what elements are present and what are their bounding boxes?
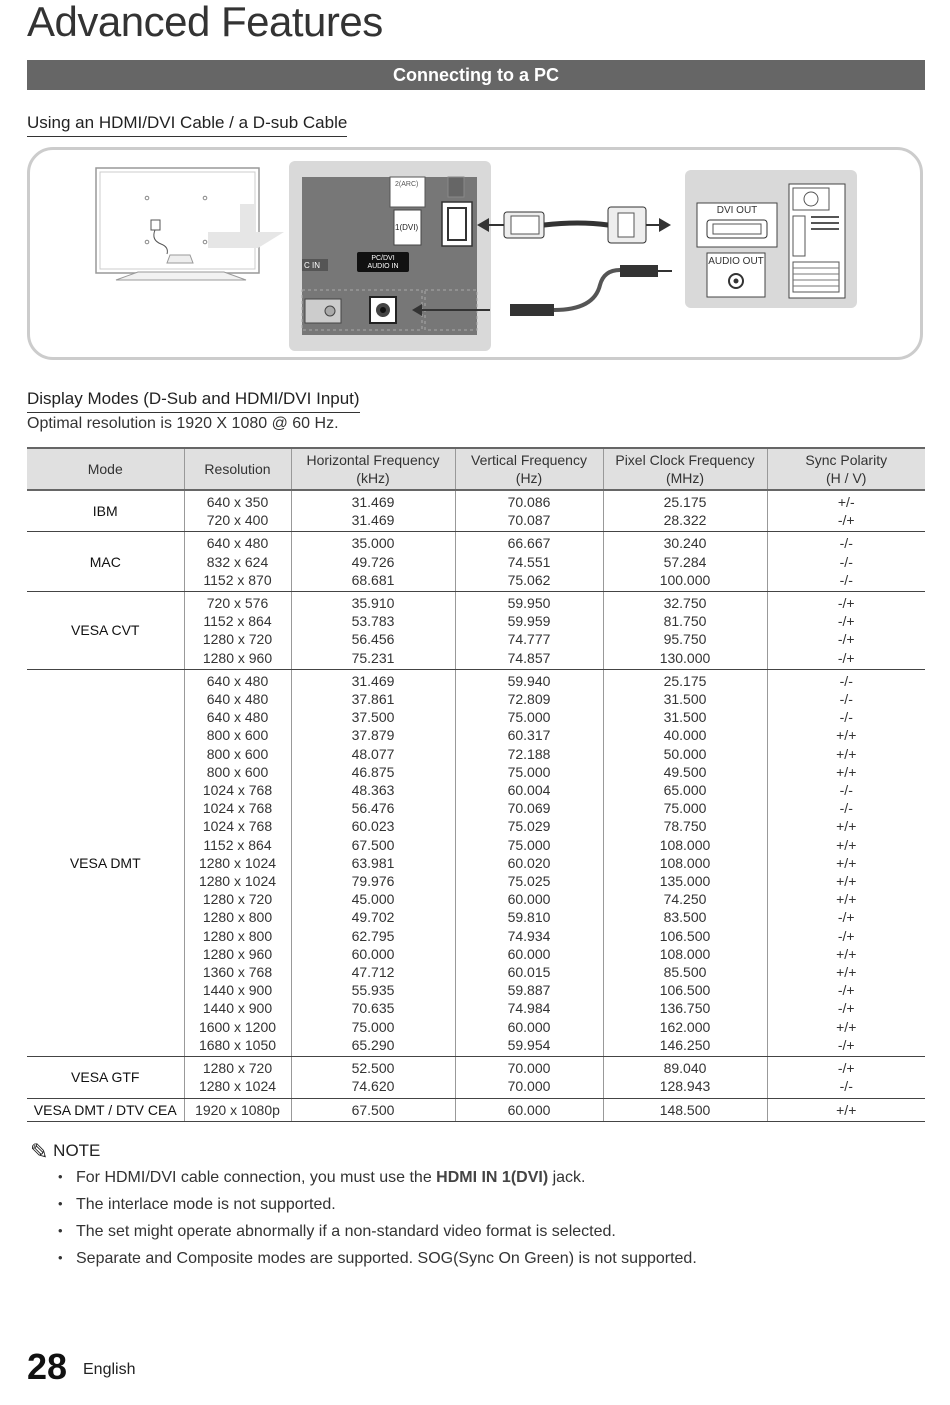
- value-cell: [767, 592, 925, 670]
- value-line: 1280 x 1024: [198, 1078, 277, 1095]
- note-text: Separate and Composite modes are supported. SOG(Sync On Green) is not supported.: [76, 1250, 697, 1267]
- table-row: [27, 532, 925, 592]
- value-line: 106.500: [659, 927, 711, 944]
- value-line: 30.240: [663, 535, 707, 552]
- value-line: 56.476: [351, 800, 395, 817]
- value-line: 640 x 480: [206, 709, 269, 726]
- value-line: 70.000: [507, 1078, 551, 1095]
- page-number: 28: [27, 1346, 68, 1387]
- value-line: 74.250: [663, 891, 707, 908]
- connection-diagram: [27, 147, 923, 360]
- column-header-text: Horizontal Frequency: [306, 452, 440, 468]
- value-line: 1280 x 800: [202, 909, 273, 926]
- value-line: 59.959: [507, 613, 551, 630]
- value-line: 25.175: [663, 672, 707, 689]
- note-item: [58, 1220, 697, 1247]
- value-line: 37.500: [351, 709, 395, 726]
- value-line: 800 x 600: [206, 763, 269, 780]
- value-line: 1440 x 900: [202, 982, 273, 999]
- value-cell: [603, 669, 767, 1056]
- optimal-resolution-text: Optimal resolution is 1920 X 1080 @ 60 Hz.: [27, 415, 339, 432]
- value-line: 1920 x 1080p: [195, 1101, 280, 1118]
- table-row: [27, 1057, 925, 1098]
- value-line: 59.810: [507, 909, 551, 926]
- value-line: 1024 x 768: [202, 818, 273, 835]
- pencil-icon: ✎: [30, 1139, 49, 1164]
- tv-panel-illustration: [289, 161, 491, 351]
- value-cell: [184, 1057, 291, 1098]
- value-line: -/-: [839, 709, 853, 726]
- value-cell: [455, 1098, 603, 1121]
- value-line: 62.795: [351, 927, 395, 944]
- value-line: +/+: [836, 1018, 857, 1035]
- tv-back-illustration: [96, 168, 284, 280]
- cable-heading: Using an HDMI/DVI Cable / a D-sub Cable: [27, 113, 347, 137]
- value-line: 78.750: [663, 818, 707, 835]
- column-header-text: (MHz): [665, 470, 705, 486]
- column-header-text: Mode: [87, 461, 123, 477]
- value-line: 60.020: [507, 854, 551, 871]
- value-line: +/+: [836, 945, 857, 962]
- value-line: 72.188: [507, 745, 551, 762]
- value-cell: [455, 1057, 603, 1098]
- value-line: 128.943: [659, 1078, 711, 1095]
- value-line: +/+: [836, 964, 857, 981]
- value-cell: [291, 669, 455, 1056]
- value-line: 25.175: [663, 494, 707, 510]
- value-line: 1280 x 720: [202, 1060, 273, 1077]
- value-line: 130.000: [659, 649, 711, 666]
- value-line: 48.077: [351, 745, 395, 762]
- value-line: -/+: [837, 927, 855, 944]
- value-line: 66.667: [507, 535, 551, 552]
- note-item: [58, 1247, 697, 1274]
- value-line: 1680 x 1050: [198, 1036, 277, 1053]
- value-line: 68.681: [351, 571, 395, 588]
- value-cell: [603, 592, 767, 670]
- value-line: 75.000: [663, 800, 707, 817]
- value-line: -/+: [837, 512, 855, 529]
- value-line: 640 x 480: [206, 672, 269, 689]
- value-line: 31.469: [351, 672, 395, 689]
- column-header-text: Sync Polarity: [805, 452, 888, 468]
- value-line: 1280 x 960: [202, 649, 273, 666]
- value-line: -/+: [837, 909, 855, 926]
- note-emphasis: HDMI IN 1(DVI): [436, 1169, 549, 1186]
- table-body: [27, 490, 925, 1121]
- value-cell: [603, 1098, 767, 1121]
- value-line: 75.000: [507, 709, 551, 726]
- value-line: 53.783: [351, 613, 395, 630]
- value-line: 49.702: [351, 909, 395, 926]
- value-cell: [455, 592, 603, 670]
- value-line: 35.000: [351, 535, 395, 552]
- value-cell: [455, 532, 603, 592]
- value-line: 52.500: [351, 1060, 395, 1077]
- value-line: 1024 x 768: [202, 800, 273, 817]
- value-line: 108.000: [659, 854, 711, 871]
- value-line: -/-: [839, 1078, 853, 1095]
- value-line: 35.910: [351, 595, 395, 612]
- value-line: -/-: [839, 800, 853, 817]
- value-line: -/-: [839, 691, 853, 708]
- value-line: 135.000: [659, 873, 711, 890]
- mode-cell: IBM: [27, 490, 184, 532]
- value-line: 75.231: [351, 649, 395, 666]
- value-line: +/+: [836, 873, 857, 890]
- value-line: 640 x 350: [206, 494, 269, 510]
- value-line: 59.950: [507, 595, 551, 612]
- value-cell: [455, 490, 603, 532]
- value-line: 32.750: [663, 595, 707, 612]
- mode-cell: VESA DMT / DTV CEA: [27, 1098, 184, 1121]
- value-line: 74.777: [507, 631, 551, 648]
- value-line: 74.620: [351, 1078, 395, 1095]
- value-line: 47.712: [351, 964, 395, 981]
- value-line: 148.500: [659, 1101, 711, 1118]
- value-line: 49.500: [663, 763, 707, 780]
- note-heading: [30, 1139, 100, 1165]
- value-line: 31.469: [351, 494, 395, 510]
- dvi-port-label: 1(DVI): [395, 223, 419, 232]
- value-line: 67.500: [351, 1101, 395, 1118]
- value-line: -/+: [837, 1036, 855, 1053]
- value-cell: [767, 1098, 925, 1121]
- value-line: 65.290: [351, 1036, 395, 1053]
- arc-label: 2(ARC): [395, 181, 419, 188]
- value-line: 60.000: [507, 1101, 551, 1118]
- display-modes-heading: Display Modes (D-Sub and HDMI/DVI Input): [27, 389, 360, 413]
- mode-cell: VESA DMT: [27, 669, 184, 1056]
- value-line: 108.000: [659, 836, 711, 853]
- value-line: 31.500: [663, 709, 707, 726]
- value-line: 720 x 576: [206, 595, 269, 612]
- column-header: [291, 448, 455, 490]
- value-line: 1280 x 1024: [198, 873, 277, 890]
- value-line: 74.857: [507, 649, 551, 666]
- value-cell: [184, 669, 291, 1056]
- value-line: -/-: [839, 535, 853, 552]
- value-line: -/+: [837, 982, 855, 999]
- value-line: -/-: [839, 672, 853, 689]
- note-text: The interlace mode is not supported.: [76, 1196, 336, 1213]
- value-line: -/+: [837, 1060, 855, 1077]
- value-line: 832 x 624: [206, 553, 269, 570]
- value-line: 56.456: [351, 631, 395, 648]
- value-line: 1600 x 1200: [198, 1018, 277, 1035]
- value-line: 70.635: [351, 1000, 395, 1017]
- table-header-row: [27, 448, 925, 490]
- value-line: 1280 x 960: [202, 945, 273, 962]
- value-line: 74.934: [507, 927, 551, 944]
- audio-out-label: AUDIO OUT: [708, 256, 764, 267]
- value-line: +/+: [836, 1101, 857, 1118]
- value-line: 28.322: [663, 512, 707, 529]
- value-line: 70.087: [507, 512, 551, 529]
- value-cell: [184, 532, 291, 592]
- value-line: +/+: [836, 891, 857, 908]
- value-line: 100.000: [659, 571, 711, 588]
- value-line: 1152 x 864: [203, 613, 272, 630]
- value-line: 1152 x 870: [203, 571, 272, 588]
- value-line: +/+: [836, 745, 857, 762]
- column-header: [767, 448, 925, 490]
- c-in-label: C IN: [304, 261, 320, 270]
- value-line: 74.551: [507, 553, 551, 570]
- value-line: 60.317: [507, 727, 551, 744]
- value-line: 146.250: [659, 1036, 711, 1053]
- value-line: 75.000: [507, 836, 551, 853]
- column-header-text: (kHz): [356, 470, 390, 486]
- table-row: [27, 490, 925, 532]
- value-line: 108.000: [659, 945, 711, 962]
- column-header-text: (H / V): [826, 470, 867, 486]
- value-cell: [603, 532, 767, 592]
- note-item: [58, 1166, 697, 1193]
- value-cell: [603, 490, 767, 532]
- value-line: +/+: [836, 836, 857, 853]
- value-line: 75.000: [507, 763, 551, 780]
- value-line: 75.029: [507, 818, 551, 835]
- value-line: 75.000: [351, 1018, 395, 1035]
- value-line: 106.500: [659, 982, 711, 999]
- value-line: 70.069: [507, 800, 551, 817]
- value-line: 1280 x 720: [202, 631, 273, 648]
- value-line: 74.984: [507, 1000, 551, 1017]
- value-cell: [291, 592, 455, 670]
- value-line: 60.000: [507, 1018, 551, 1035]
- value-line: -/-: [839, 553, 853, 570]
- table-row: [27, 592, 925, 670]
- value-line: -/-: [839, 782, 853, 799]
- value-line: 45.000: [351, 891, 395, 908]
- note-list: [58, 1166, 697, 1274]
- value-line: 89.040: [663, 1060, 707, 1077]
- value-line: 63.981: [351, 854, 395, 871]
- value-line: 40.000: [663, 727, 707, 744]
- column-header: [603, 448, 767, 490]
- value-line: 37.861: [351, 691, 395, 708]
- value-line: 59.887: [507, 982, 551, 999]
- mode-cell: MAC: [27, 532, 184, 592]
- value-line: 46.875: [351, 763, 395, 780]
- value-line: 79.976: [351, 873, 395, 890]
- value-line: +/+: [836, 818, 857, 835]
- column-header-text: Resolution: [204, 461, 271, 477]
- value-line: 37.879: [351, 727, 395, 744]
- note-title: NOTE: [53, 1141, 101, 1160]
- value-line: 59.954: [507, 1036, 551, 1053]
- pc-illustration: [685, 170, 857, 308]
- value-cell: [291, 1098, 455, 1121]
- value-line: -/-: [839, 571, 853, 588]
- value-cell: [767, 669, 925, 1056]
- value-line: -/+: [837, 649, 855, 666]
- value-line: 57.284: [663, 553, 707, 570]
- value-line: 162.000: [659, 1018, 711, 1035]
- value-line: 50.000: [663, 745, 707, 762]
- column-header: [455, 448, 603, 490]
- value-line: +/-: [837, 494, 855, 510]
- value-line: 1280 x 800: [202, 927, 273, 944]
- value-cell: [767, 532, 925, 592]
- value-line: +/+: [836, 763, 857, 780]
- value-line: 85.500: [663, 964, 707, 981]
- value-line: 81.750: [663, 613, 707, 630]
- value-line: 60.000: [507, 945, 551, 962]
- value-line: 1280 x 1024: [198, 854, 277, 871]
- section-title: Connecting to a PC: [27, 60, 925, 90]
- note-text: For HDMI/DVI cable connection, you must use the: [76, 1169, 437, 1186]
- connection-illustration: [30, 150, 920, 357]
- value-line: 800 x 600: [206, 727, 269, 744]
- mode-cell: VESA GTF: [27, 1057, 184, 1098]
- pc-audio-label-2: AUDIO IN: [367, 263, 399, 270]
- value-line: +/+: [836, 727, 857, 744]
- value-line: 60.015: [507, 964, 551, 981]
- column-header-text: (Hz): [515, 470, 543, 486]
- note-text-end: jack.: [548, 1169, 586, 1186]
- value-line: 1360 x 768: [202, 964, 273, 981]
- column-header: [27, 448, 184, 490]
- value-line: 640 x 480: [206, 535, 269, 552]
- display-modes-table: [27, 447, 925, 1122]
- value-cell: [767, 490, 925, 532]
- value-line: 720 x 400: [206, 512, 269, 529]
- value-line: 48.363: [351, 782, 395, 799]
- value-line: 60.004: [507, 782, 551, 799]
- value-line: 60.023: [351, 818, 395, 835]
- value-line: 75.025: [507, 873, 551, 890]
- column-header-text: Vertical Frequency: [471, 452, 587, 468]
- value-line: 72.809: [507, 691, 551, 708]
- value-line: 1280 x 720: [202, 891, 273, 908]
- value-line: 70.000: [507, 1060, 551, 1077]
- value-line: 1152 x 864: [203, 836, 272, 853]
- value-line: -/+: [837, 631, 855, 648]
- value-line: -/+: [837, 613, 855, 630]
- dvi-out-label: DVI OUT: [716, 205, 758, 216]
- value-line: 136.750: [659, 1000, 711, 1017]
- value-line: 1024 x 768: [202, 782, 273, 799]
- value-line: 75.062: [507, 571, 551, 588]
- value-cell: [184, 1098, 291, 1121]
- column-header: [184, 448, 291, 490]
- pc-audio-label-1: PC/DVI: [371, 255, 395, 262]
- value-cell: [291, 490, 455, 532]
- hdmi-dvi-cable-illustration: [477, 207, 671, 243]
- value-cell: [455, 669, 603, 1056]
- value-line: 31.469: [351, 512, 395, 529]
- mode-cell: VESA CVT: [27, 592, 184, 670]
- value-line: 83.500: [663, 909, 707, 926]
- value-line: 59.940: [507, 672, 551, 689]
- note-text: The set might operate abnormally if a non-standard video format is selected.: [76, 1223, 616, 1240]
- page-language: English: [83, 1361, 136, 1378]
- value-line: 70.086: [507, 494, 551, 510]
- table-row: [27, 669, 925, 1056]
- value-cell: [603, 1057, 767, 1098]
- value-line: 95.750: [663, 631, 707, 648]
- value-line: 67.500: [351, 836, 395, 853]
- value-cell: [291, 1057, 455, 1098]
- value-cell: [184, 592, 291, 670]
- value-line: -/+: [837, 595, 855, 612]
- value-line: 55.935: [351, 982, 395, 999]
- value-line: 65.000: [663, 782, 707, 799]
- value-line: +/+: [836, 854, 857, 871]
- value-cell: [291, 532, 455, 592]
- value-line: 640 x 480: [206, 691, 269, 708]
- value-line: 60.000: [507, 891, 551, 908]
- value-line: 60.000: [351, 945, 395, 962]
- value-line: 800 x 600: [206, 745, 269, 762]
- table-row: [27, 1098, 925, 1121]
- value-line: -/+: [837, 1000, 855, 1017]
- value-line: 1440 x 900: [202, 1000, 273, 1017]
- column-header-text: Pixel Clock Frequency: [615, 452, 755, 468]
- note-item: [58, 1193, 697, 1220]
- value-cell: [767, 1057, 925, 1098]
- value-cell: [184, 490, 291, 532]
- value-line: 31.500: [663, 691, 707, 708]
- page-title: Advanced Features: [27, 0, 383, 45]
- value-line: 49.726: [351, 553, 395, 570]
